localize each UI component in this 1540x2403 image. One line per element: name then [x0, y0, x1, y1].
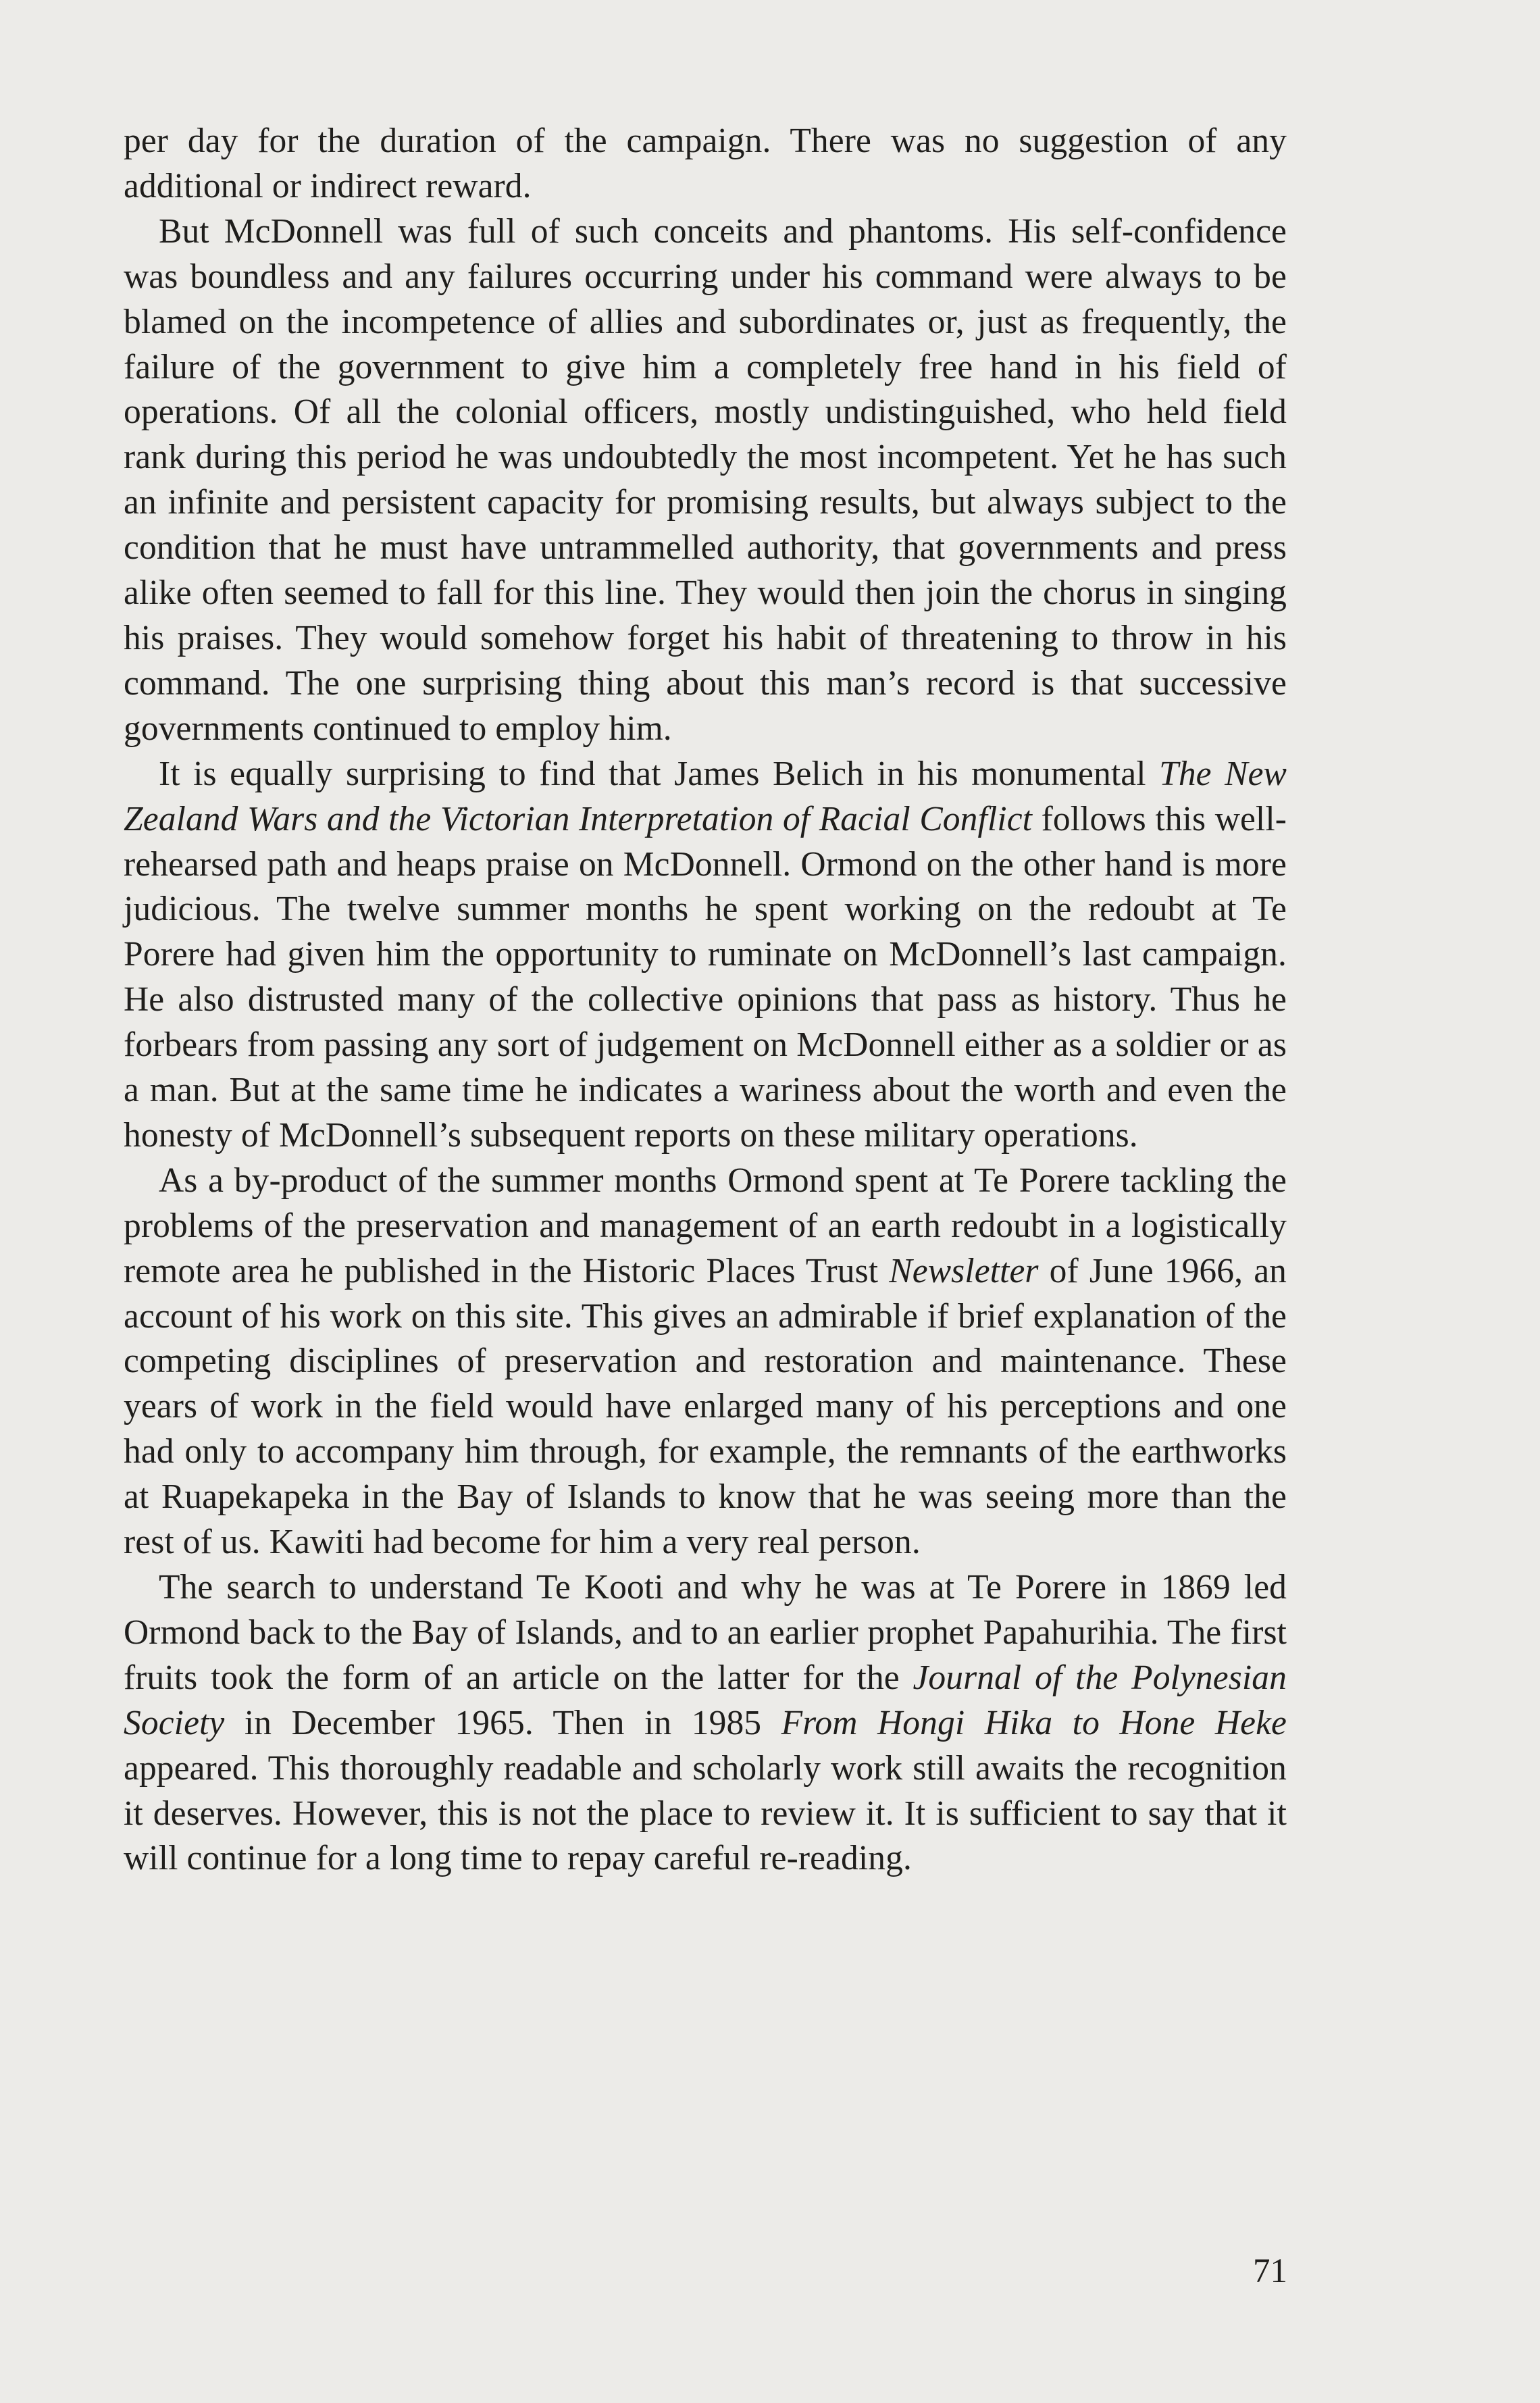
paragraph — [124, 1159, 1287, 1565]
paragraph — [124, 1565, 1287, 1881]
italic-title: From Hongi Hika to Hone Heke — [781, 1703, 1287, 1742]
text-run: appeared. This thoroughly readable and scholarly work still awaits the recognition it deserves. However, this is not the place to review it. It is sufficient to say that it will continue for a long time to repay careful re-reading. — [124, 1748, 1287, 1878]
text-run: in December 1965. Then in 1985 — [224, 1703, 781, 1742]
text-run: per day for the duration of the campaign. There was no suggestion of any additional or indirect reward. — [124, 122, 1287, 205]
text-run: It is equally surprising to find that James Belich in his monumental — [159, 754, 1160, 793]
paragraph — [124, 119, 1287, 209]
body-text — [124, 119, 1287, 1881]
italic-title: Newsletter — [889, 1251, 1039, 1290]
text-run: of June 1966, an account of his work on this site. This gives an admirable if brief explanation of the competing disciplines of preservation and restoration and maintenance. These years of work in the field would have enlarged many of his perceptions and one had only to accompany him through, for example, the remnants of the earthworks at Ruapekapeka in the Bay of Islands to know that he was seeing more than the rest of us. Kawiti had become for him a very real person. — [124, 1251, 1287, 1562]
italic-title: The New Zealand Wars and the Victorian Interpretation of Racial Conflict — [124, 754, 1287, 838]
text-run: But McDonnell was full of such conceits and phantoms. His self-confidence was boundless and any failures occurring under his command were always to be blamed on the incompetence of allies and subordinates or, just as frequently, the failure of the government to give him a completely free hand in his field of operations. Of all the colonial officers, mostly undistinguished, who held field rank during this period he was undoubtedly the most incompetent. Yet he has such an infinite and persistent capacity for promising results, but always subject to the condition that he must have untrammelled authority, that governments and press alike often seemed to fall for this line. They would then join the chorus in singing his praises. They would somehow forget his habit of threatening to throw in his command. The one surprising thing about this man’s record is that successive governments continued to employ him. — [124, 211, 1287, 748]
text-run: As a by-product of the summer months Ormond spent at Te Porere tackling the problems of the preservation and management of an earth redoubt in a logistically remote area he published in the Historic Places Trust — [124, 1161, 1287, 1290]
text-run: follows this well-rehearsed path and heaps praise on McDonnell. Ormond on the other hand is more judicious. The twelve summer months he spent working on the redoubt at Te Porere had given him the opportunity to ruminate on McDonnell’s last campaign. He also distrusted many of the collective opinions that pass as history. Thus he forbears from passing any sort of judgement on McDonnell either as a soldier or as a man. But at the same time he indicates a wariness about the worth and even the honesty of McDonnell’s subsequent reports on these military operations. — [124, 799, 1287, 1155]
text-run: The search to understand Te Kooti and why he was at Te Porere in 1869 led Ormond back to the Bay of Islands, and to an earlier prophet Papahurihia. The first fruits took the form of an article on the latter for the — [124, 1568, 1287, 1697]
italic-title: Journal of the Polynesian Society — [124, 1658, 1287, 1742]
paragraph — [124, 209, 1287, 752]
page-number: 71 — [1253, 2252, 1287, 2290]
paragraph — [124, 752, 1287, 1159]
